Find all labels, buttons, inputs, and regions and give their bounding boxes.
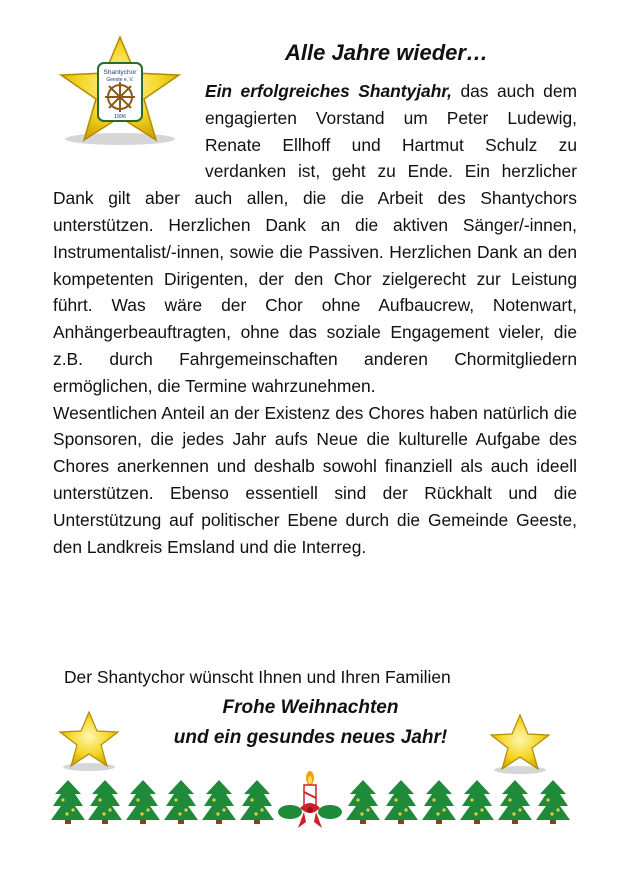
candle-wreath-icon (278, 771, 342, 828)
logo-name: Shantychor (103, 69, 137, 76)
page-title: Alle Jahre wieder… (285, 40, 488, 65)
intro-lead: Ein erfolgreiches Shantyjahr, (205, 81, 452, 101)
star-right-icon (487, 713, 553, 775)
star-left-icon (56, 710, 122, 772)
tree-row-right (346, 780, 570, 824)
christmas-garland-icon (48, 768, 578, 834)
logo-year: 1996 (113, 114, 127, 120)
logo-sub: Geeste e. V. (106, 77, 134, 83)
closing-line: Der Shantychor wünscht Ihnen und Ihren Familien (64, 667, 451, 687)
greeting-line-1: Frohe Weihnachten (222, 697, 399, 718)
paragraph-1-text: das auch dem engagierten Vorstand um Peter Ludewig, Renate Ellhoff und Hartmut Schulz zu verdanken ist, geht zu Ende. Ein herzlicher Dank gilt aber auch allen, die die Arbeit des Shantychors unterstützen. Herzlichen Dank an die aktiven Sänger/-innen, Instrumentalist/-innen, sowie die Passiven. Herzlichen Dank an den kompetenten Dirigenten, der den Chor zielgerecht zur Leistung führt. Was wäre der Chor ohne Aufbaucrew, Notenwart, Anhängerbeauftragten, ohne das soziale Engagement vieler, die z.B. durch Fahrgemeinschaften anderen Chormitgliedern ermöglichen, die Termine wahrzunehmen. (53, 81, 578, 396)
body-text (53, 78, 577, 560)
greeting-line-2: und ein gesundes neues Jahr! (173, 727, 448, 748)
tree-row-left (51, 780, 274, 824)
paragraph-2: Wesentlichen Anteil an der Existenz des Chores haben natürlich die Sponsoren, die jedes Jahr aufs Neue die kulturelle Aufgabe des Chores anerkennen und deshalb sowohl finanziell als auch ideell unterstützen. Ebenso essentiell sind der Rückhalt und die Unterstützung auf politischer Ebene durch die Gemeinde Geeste, den Landkreis Emsland und die Interreg. (53, 402, 577, 557)
